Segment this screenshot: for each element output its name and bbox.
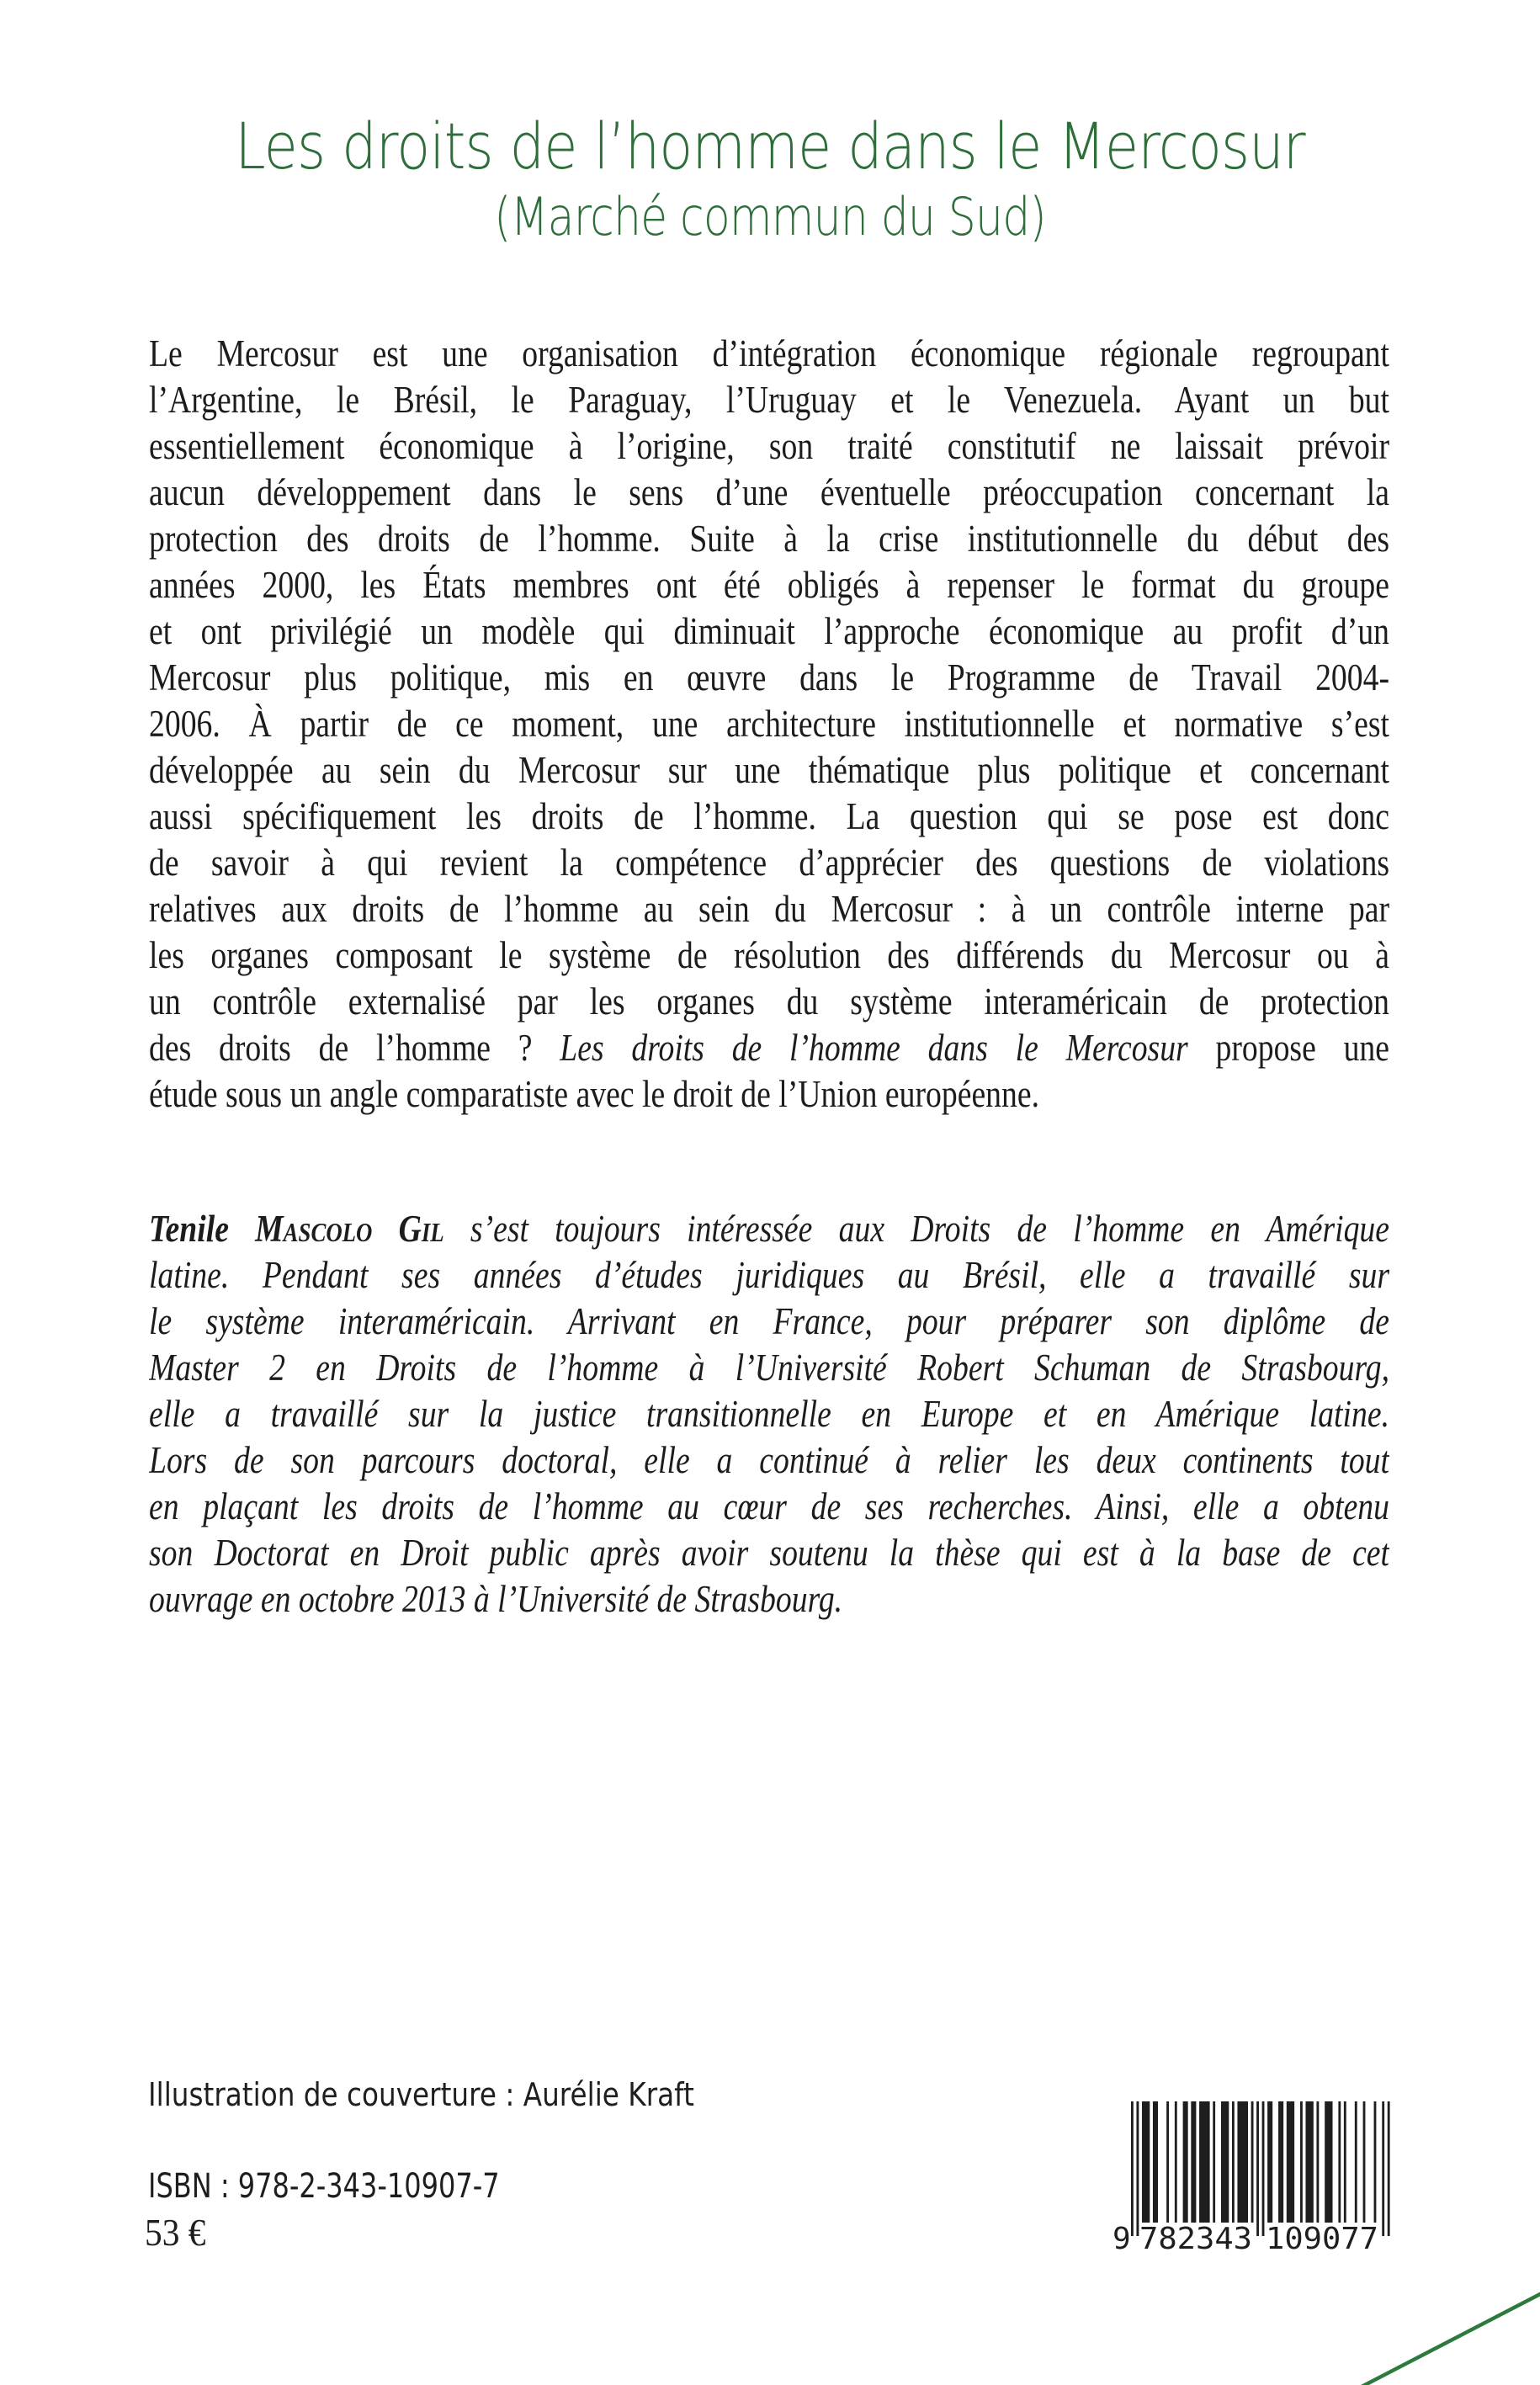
summary-line [149, 423, 1389, 470]
summary-line [149, 608, 1389, 655]
barcode-bar [1278, 2101, 1283, 2223]
barcode-digits-right: 109077 [1266, 2222, 1378, 2255]
line-text: Lors de son parcours doctoral, elle a continué à relier les deux continents tout [149, 1439, 1389, 1481]
summary-line [149, 562, 1389, 608]
line-text: elle a travaillé sur la justice transitionnelle en Europe et en Amérique latine. [149, 1393, 1389, 1435]
line-text: développée au sein du Mercosur sur une thématique plus politique et concernant [149, 749, 1389, 791]
book-title-citation: Les droits de l’homme dans le Mercosur [560, 1027, 1188, 1069]
barcode-digits-left: 782343 [1139, 2222, 1252, 2255]
barcode-bar [1316, 2101, 1319, 2223]
bio-text: s’est toujours intéressée aux Droits de l’homme en Amérique [443, 1208, 1389, 1250]
line-text: Master 2 en Droits de l’homme à l’Université Robert Schuman de Strasbourg, [149, 1347, 1389, 1389]
barcode-bar [1199, 2101, 1210, 2223]
line-text: ouvrage en octobre 2013 à l’Université de Strasbourg. [149, 1578, 843, 1620]
line-text: étude sous un angle comparatiste avec le droit de l’Union européenne. [149, 1073, 1040, 1115]
bio-line [149, 1345, 1389, 1391]
summary-text: propose une [1187, 1027, 1389, 1069]
bio-line [149, 1206, 1389, 1252]
author-bio [149, 1206, 1389, 1623]
barcode-bar [1338, 2101, 1341, 2223]
barcode-bar [1355, 2101, 1357, 2223]
barcode-guard-bar [1388, 2101, 1390, 2236]
barcode-bar [1142, 2101, 1150, 2223]
barcode-guard-bar [1256, 2101, 1259, 2236]
barcode-bar [1191, 2101, 1196, 2223]
barcode-bar [1221, 2101, 1229, 2223]
summary-line [149, 516, 1389, 562]
barcode-bar [1300, 2101, 1303, 2223]
line-text [149, 1206, 1389, 1252]
green-diagonal-line [1362, 2293, 1540, 2385]
barcode-bars [1131, 2101, 1390, 2236]
line-text: un contrôle externalisé par les organes du système interaméricain de protection [149, 980, 1389, 1023]
barcode-bar [1237, 2101, 1248, 2223]
summary-line [149, 932, 1389, 979]
barcode-guard-bar [1382, 2101, 1384, 2236]
summary-line [149, 655, 1389, 701]
barcode-bar [1287, 2101, 1294, 2223]
line-text: et ont privilégié un modèle qui diminuait l’approche économique au profit d’un [149, 610, 1389, 652]
barcode-bar [1166, 2101, 1169, 2223]
summary-line [149, 979, 1389, 1025]
barcode-digit-lead: 9 [1113, 2222, 1131, 2255]
line-text: de savoir à qui revient la compétence d’apprécier des questions de violations [149, 842, 1389, 884]
bio-line [149, 1437, 1389, 1484]
summary-paragraph [149, 331, 1389, 1118]
line-text: Le Mercosur est une organisation d’intégration économique régionale regroupant [149, 332, 1389, 374]
isbn: ISBN : 978-2-343-10907-7 [148, 2167, 500, 2206]
line-text: en plaçant les droits de l’homme au cœur de ses recherches. Ainsi, elle a obtenu [149, 1485, 1389, 1527]
summary-line [149, 840, 1389, 886]
line-text: les organes composant le système de résolution des différends du Mercosur ou à [149, 934, 1389, 976]
barcode-bar [1305, 2101, 1313, 2223]
line-text: Mercosur plus politique, mis en œuvre dans le Programme de Travail 2004- [149, 656, 1389, 699]
barcode [1102, 2096, 1414, 2255]
summary-line [149, 470, 1389, 516]
summary-line [149, 794, 1389, 840]
price: 53 € [145, 2211, 206, 2254]
barcode-guard-bar [1131, 2101, 1134, 2236]
barcode-guard-bar [1262, 2101, 1265, 2236]
line-text [149, 1025, 1389, 1071]
bio-line [149, 1484, 1389, 1530]
barcode-bar [1213, 2101, 1215, 2223]
line-text: 2006. À partir de ce moment, une architecture institutionnelle et normative s’est [149, 703, 1389, 745]
summary-line [149, 1071, 1389, 1118]
book-title: Les droits de l’homme dans le Mercosur [235, 109, 1305, 183]
author-last-name: Mascolo Gil [255, 1208, 444, 1250]
line-text: essentiellement économique à l’origine, son traité constitutif ne laissait prévoir [149, 425, 1389, 467]
line-text: aucun développement dans le sens d’une éventuelle préoccupation concernant la [149, 471, 1389, 513]
line-text: relatives aux droits de l’homme au sein du Mercosur : à un contrôle interne par [149, 888, 1389, 930]
barcode-bar [1175, 2101, 1177, 2223]
summary-line [149, 886, 1389, 932]
barcode-bar [1232, 2101, 1235, 2223]
line-text: son Doctorat en Droit public après avoir soutenu la thèse qui est à la base de cet [149, 1532, 1389, 1574]
line-text: protection des droits de l’homme. Suite à la crise institutionnelle du début des [149, 518, 1389, 560]
barcode-bar [1183, 2101, 1188, 2223]
bio-line [149, 1576, 1389, 1623]
bio-line [149, 1391, 1389, 1437]
bio-line [149, 1530, 1389, 1576]
barcode-bar [1344, 2101, 1346, 2223]
barcode-bar [1251, 2101, 1254, 2223]
summary-text: des droits de l’homme ? [149, 1027, 560, 1069]
author-first-name: Tenile [149, 1208, 229, 1250]
line-text: aussi spécifiquement les droits de l’homme. La question qui se pose est donc [149, 795, 1389, 837]
illustration-credit: Illustration de couverture : Aurélie Kraft [148, 2076, 694, 2113]
bio-line [149, 1299, 1389, 1345]
barcode-bar [1374, 2101, 1377, 2223]
line-text: années 2000, les États membres ont été obligés à repenser le format du groupe [149, 564, 1389, 606]
barcode-bar [1325, 2101, 1332, 2223]
summary-line [149, 331, 1389, 377]
bio-line [149, 1252, 1389, 1299]
book-subtitle: (Marché commun du Sud) [494, 186, 1046, 247]
summary-line [149, 701, 1389, 747]
barcode-bar [1153, 2101, 1158, 2223]
summary-line [149, 1025, 1389, 1071]
line-text: l’Argentine, le Brésil, le Paraguay, l’Uruguay et le Venezuela. Ayant un but [149, 379, 1389, 421]
line-text: latine. Pendant ses années d’études juridiques au Brésil, elle a travaillé sur [149, 1254, 1389, 1296]
barcode-guard-bar [1136, 2101, 1139, 2236]
summary-line [149, 377, 1389, 423]
barcode-bar [1363, 2101, 1366, 2223]
barcode-bar [1267, 2101, 1272, 2223]
line-text: le système interaméricain. Arrivant en France, pour préparer son diplôme de [149, 1300, 1389, 1342]
summary-line [149, 747, 1389, 794]
